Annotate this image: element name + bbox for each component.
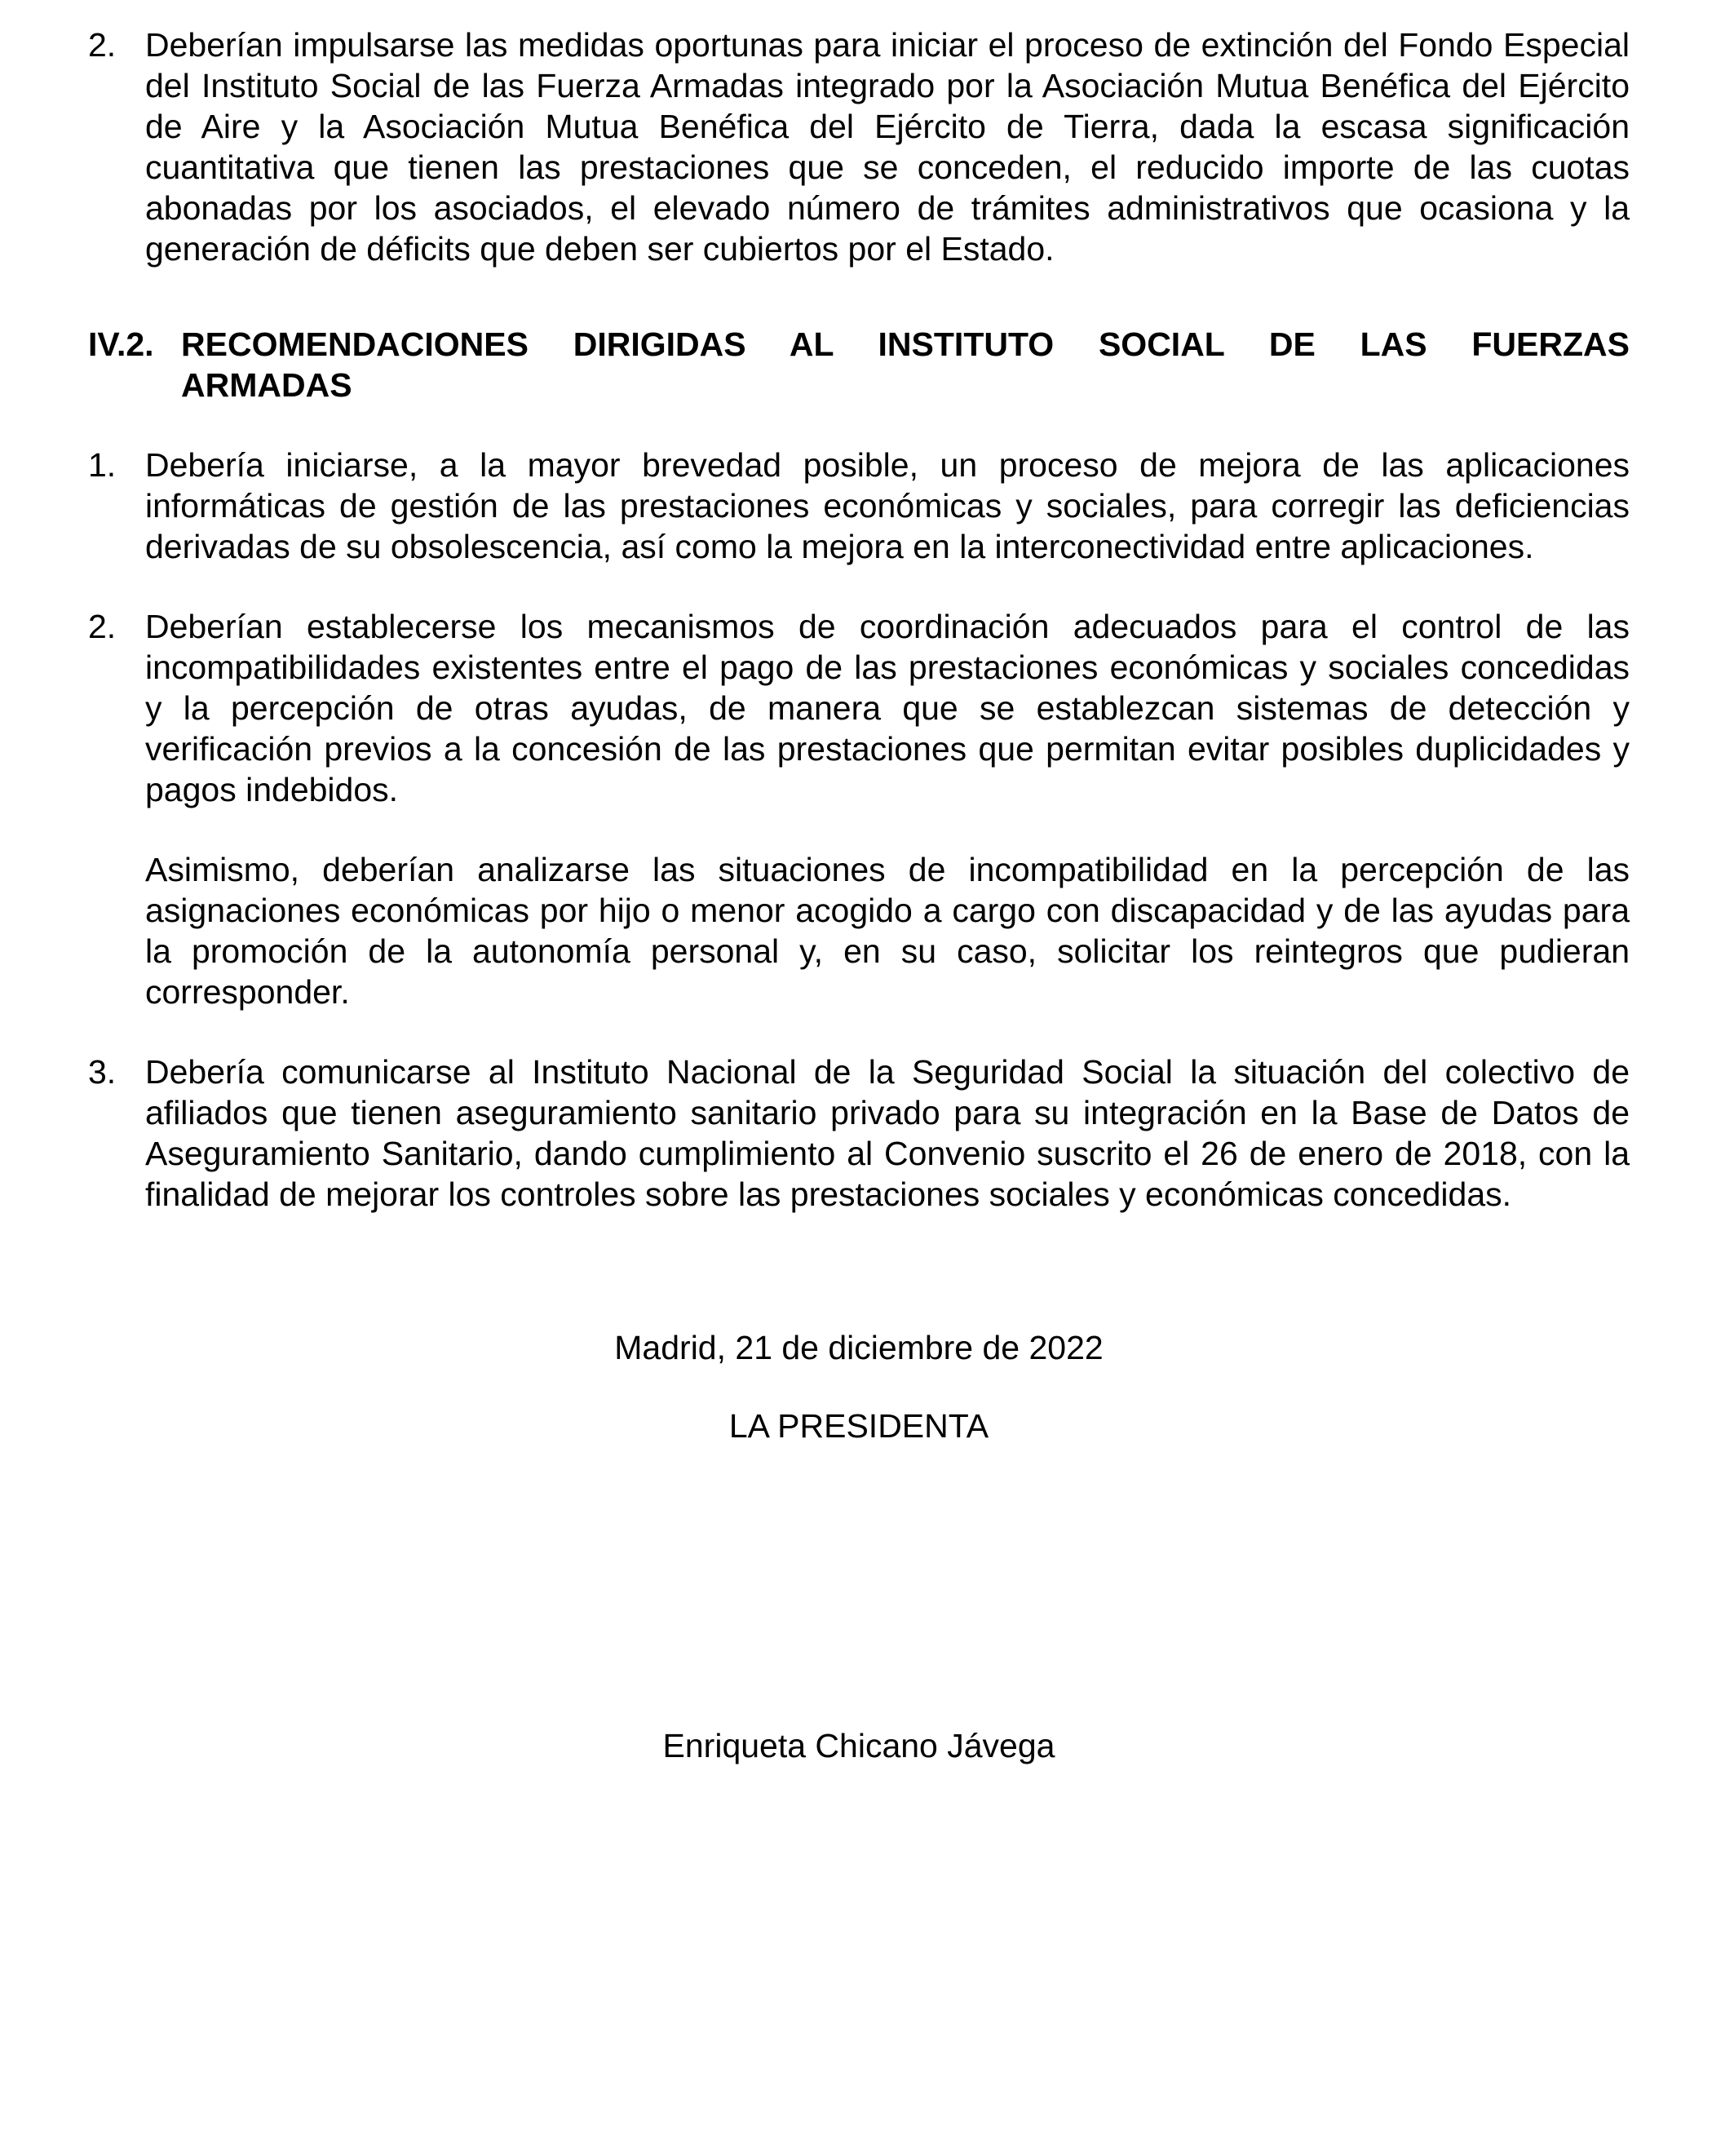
place-and-date: Madrid, 21 de diciembre de 2022 [614,1329,1104,1366]
recommendation-item-2-continuation: Asimismo, deberían analizarse las situaciones de incompatibilidad en la percepción de las asignaciones económicas por hijo o menor acogido a cargo con discapacidad y de las ayudas para la promoción de la autonomía personal y, en su caso, solicitar los reintegros que pudieran corresponder. [145,851,1630,1011]
list-item-text: Deberían establecerse los mecanismos de coordinación adecuados para el control de las incompatibilidades existentes entre el pago de las prestaciones económicas y sociales concedidas y la percepción de otras ayudas, de manera que se establezcan sistemas de detección y verificación previos a la concesión de las prestaciones que permitan evitar posibles duplicidades y pagos indebidos. [145,608,1630,808]
list-item-text: Deberían impulsarse las medidas oportunas para iniciar el proceso de extinción del Fondo Especial del Instituto Social de las Fuerza Armadas integrado por la Asociación Mutua Benéfica del Ejército de Aire y la Asociación Mutua Benéfica del Ejército de Tierra, dada la escasa significación cuantitativa que tienen las prestaciones que se conceden, el reducido importe de las cuotas abonadas por los asociados, el elevado número de trámites administrativos que ocasiona y la generación de déficits que deben ser cubiertos por el Estado. [145,26,1630,268]
section-heading [88,324,1630,405]
signer-title: LA PRESIDENTA [728,1407,989,1445]
section-title-line-1: RECOMENDACIONES DIRIGIDAS AL INSTITUTO SOCIAL DE LAS FUERZAS [181,325,1630,363]
list-number: 3. [88,1053,117,1091]
recommendation-item-1 [88,445,1630,567]
list-item-text: Debería iniciarse, a la mayor brevedad posible, un proceso de mejora de las aplicaciones informáticas de gestión de las prestaciones económicas y sociales, para corregir las deficiencias derivadas de su obsolescencia, así como la mejora en la interconectividad entre aplicaciones. [145,446,1630,565]
section-title-line-2: ARMADAS [181,366,352,404]
recommendation-item-2 [88,606,1630,810]
list-number: 2. [88,26,117,64]
document-page [88,24,1630,1766]
previous-list-item-2 [88,24,1630,269]
section-number: IV.2. [88,325,154,363]
section-title [181,324,1630,405]
signer-name: Enriqueta Chicano Jávega [662,1727,1055,1764]
list-number: 2. [88,608,117,645]
list-number: 1. [88,446,117,484]
list-item-text: Debería comunicarse al Instituto Nacional de la Seguridad Social la situación del colectivo de afiliados que tienen aseguramiento sanitario privado para su integración en la Base de Datos de Aseguramiento Sanitario, dando cumplimiento al Convenio suscrito el 26 de enero de 2018, con la finalidad de mejorar los controles sobre las prestaciones sociales y económicas concedidas. [145,1053,1630,1213]
recommendation-item-3 [88,1051,1630,1215]
